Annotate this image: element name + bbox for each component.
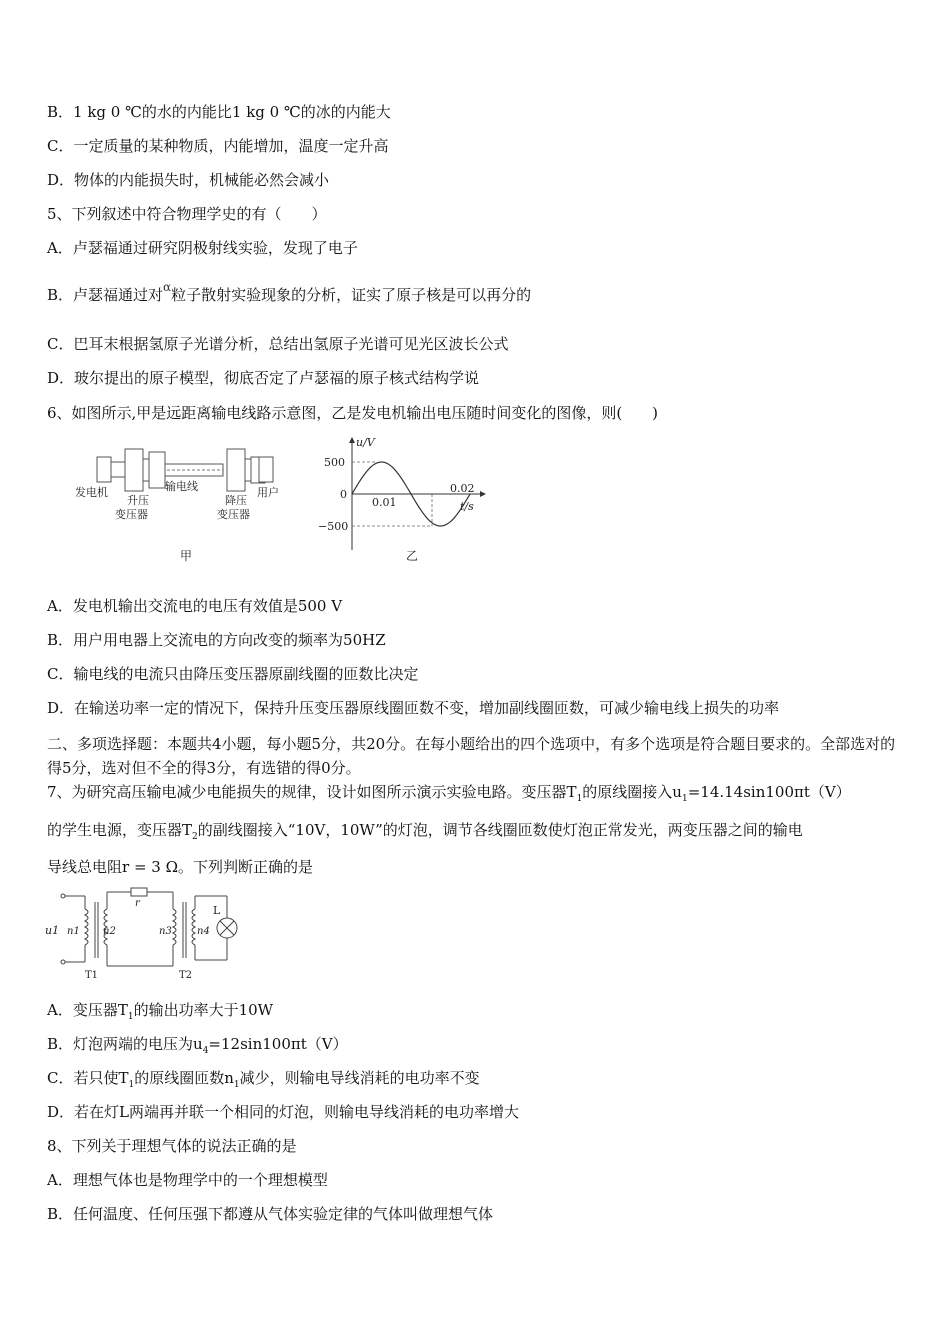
q7-stem-line-2 — [47, 820, 803, 847]
user-label: 用户 — [257, 486, 279, 499]
q7-opt-b-sub: 4 — [202, 1046, 209, 1056]
figure-transmission-schematic — [75, 432, 295, 564]
q7-sub-t2: 2 — [192, 832, 198, 842]
figure-circuit — [45, 884, 245, 982]
q5-stem: 5、下列叙述中符合物理学史的有（ ） — [47, 205, 327, 223]
q7-opt-c-sub1: 1 — [128, 1080, 135, 1090]
q7-sub-t1: 1 — [576, 794, 583, 804]
label-T2: T2 — [179, 970, 193, 981]
label-u1: u1 — [45, 924, 60, 937]
q7-option-d: D．若在灯L两端再并联一个相同的灯泡，则输电导线消耗的电功率增大 — [47, 1103, 519, 1121]
q6-option-c: C．输电线的电流只由降压变压器原副线圈的匝数比决定 — [47, 665, 419, 683]
step-up-transformer-left — [125, 449, 143, 491]
q7-option-c — [47, 1068, 480, 1095]
q7-stem-1: 7、为研究高压输电减少电能损失的规律，设计如图所示演示实验电路。变压器T — [47, 783, 577, 801]
q7-option-a — [47, 1000, 273, 1027]
label-L: L — [213, 904, 221, 917]
q7-opt-c-1: C．若只使T — [47, 1069, 129, 1087]
q6-stem: 6、如图所示,甲是远距离输电线路示意图，乙是发电机输出电压随时间变化的图像，则( ) — [47, 404, 659, 422]
step-down-label-2: 变压器 — [217, 508, 250, 521]
q7-option-b — [47, 1034, 348, 1061]
figure-yi-caption: 乙 — [406, 549, 419, 563]
q8-stem: 8、下列关于理想气体的说法正确的是 — [47, 1137, 297, 1155]
q7-opt-b-1: B．灯泡两端的电压为u — [47, 1035, 203, 1053]
coil-n4 — [192, 909, 195, 945]
q6-option-b: B．用户用电器上交流电的方向改变的频率为50HZ — [47, 631, 386, 649]
section-2-instructions: 二、多项选择题：本题共4小题，每小题5分，共20分。在每小题给出的四个选项中，有多个选项是符合题目要求的。全部选对的得5分，选对但不全的得3分，有选错的得0分。 — [47, 735, 896, 777]
generator-shaft — [111, 462, 125, 477]
q6-option-a: A．发电机输出交流电的电压有效值是500 V — [47, 597, 343, 615]
q5-option-b — [47, 280, 532, 306]
x-tick-001: 0.01 — [372, 496, 397, 509]
q6-option-d: D．在输送功率一定的情况下，保持升压变压器原线圈匝数不变，增加副线圈匝数，可减少输电线上损失的功率 — [47, 699, 780, 717]
q5-option-d: D．玻尔提出的原子模型，彻底否定了卢瑟福的原子核式结构学说 — [47, 369, 480, 387]
q7-opt-a-1: A．变压器T — [47, 1001, 128, 1019]
coil-n3 — [173, 909, 176, 945]
q7-stem-2b: 的副线圈接入“10V，10W”的灯泡，调节各线圈匝数使灯泡正常发光，两变压器之间的输电 — [197, 821, 803, 839]
q7-stem-1c: =14.14sin100πt（V） — [687, 783, 851, 801]
step-up-label-1: 升压 — [127, 494, 149, 507]
step-up-label-2: 变压器 — [115, 508, 148, 521]
q8-option-b: B．任何温度、任何压强下都遵从气体实验定律的气体叫做理想气体 — [47, 1205, 494, 1223]
label-T1: T1 — [85, 970, 99, 981]
step-up-core — [143, 459, 149, 481]
label-n3: n3 — [159, 926, 172, 937]
q8-option-a: A．理想气体也是物理学中的一个理想模型 — [47, 1171, 328, 1189]
q7-opt-c-3: 减少，则输电导线消耗的电功率不变 — [239, 1069, 480, 1087]
generator-label: 发电机 — [75, 486, 108, 499]
q7-opt-c-2: 的原线圈匝数n — [134, 1069, 234, 1087]
q5-option-c: C．巴耳末根据氢原子光谱分析，总结出氢原子光谱可见光区波长公式 — [47, 335, 509, 353]
resistor-r — [131, 888, 147, 896]
q7-opt-a-sub: 1 — [127, 1012, 134, 1022]
q7-opt-b-2: =12sin100πt（V） — [208, 1035, 348, 1053]
step-down-label-1: 降压 — [225, 494, 247, 507]
y-tick-500: 500 — [324, 456, 345, 469]
q4-option-b: B．1 kg 0 ℃的水的内能比1 kg 0 ℃的冰的内能大 — [47, 103, 391, 121]
q5-option-b-post: 粒子散射实验现象的分析，证实了原子核是可以再分的 — [171, 286, 532, 304]
y-tick-neg500: −500 — [318, 520, 349, 533]
q5-option-a: A．卢瑟福通过研究阴极射线实验，发现了电子 — [47, 239, 358, 257]
q7-opt-a-2: 的输出功率大于10W — [133, 1001, 274, 1019]
step-down-transformer-left — [227, 449, 245, 491]
y-tick-0: 0 — [340, 488, 347, 501]
x-tick-002: 0.02 — [450, 482, 475, 495]
figure-voltage-graph — [310, 432, 490, 564]
q4-option-d: D．物体的内能损失时，机械能必然会减小 — [47, 171, 330, 189]
coil-n1 — [85, 909, 88, 945]
label-n2: n2 — [103, 926, 116, 937]
q4-option-c: C．一定质量的某种物质，内能增加，温度一定升高 — [47, 137, 389, 155]
label-n4: n4 — [197, 926, 210, 937]
q5-option-b-pre: B．卢瑟福通过对 — [47, 286, 164, 304]
y-axis-label: u/V — [356, 436, 375, 449]
alpha-symbol: α — [163, 280, 172, 294]
q7-stem-2a: 的学生电源，变压器T — [47, 821, 193, 839]
step-up-transformer-right — [149, 452, 165, 488]
q7-sub-u1: 1 — [681, 794, 688, 804]
label-r: r — [135, 898, 140, 909]
transmission-line-label: 输电线 — [165, 480, 198, 493]
step-down-core — [245, 459, 251, 481]
generator-box — [97, 457, 111, 482]
q7-stem-line-3: 导线总电阻r = 3 Ω。下列判断正确的是 — [47, 858, 314, 876]
q7-stem-1b: 的原线圈接入u — [582, 783, 682, 801]
q7-opt-c-sub2: 1 — [233, 1080, 240, 1090]
q7-stem-line-1 — [47, 782, 851, 809]
x-axis-label: t/s — [460, 500, 474, 513]
terminal-top — [61, 894, 65, 898]
terminal-bottom — [61, 960, 65, 964]
figure-jia-caption: 甲 — [180, 549, 193, 563]
user-box — [259, 457, 273, 482]
label-n1: n1 — [67, 926, 80, 937]
